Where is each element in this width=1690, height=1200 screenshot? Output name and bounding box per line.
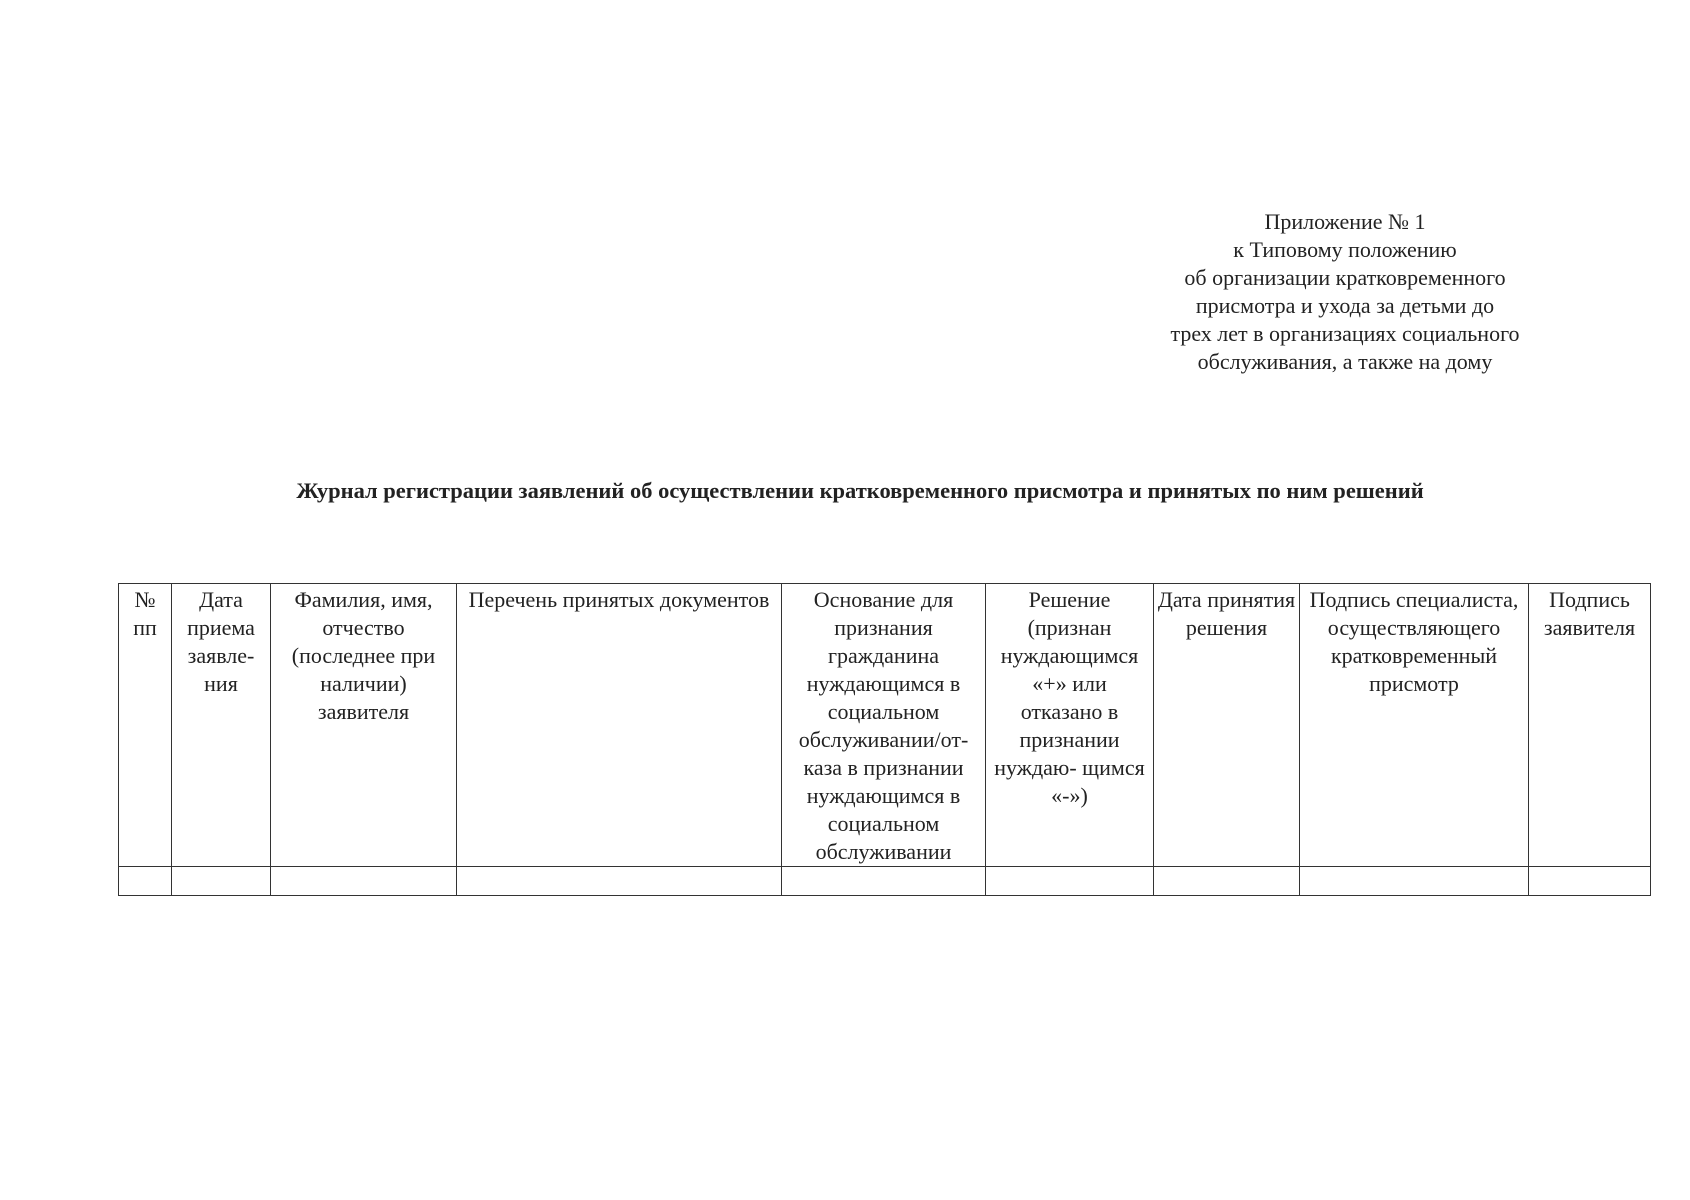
col-decision-date-header: Дата принятия решения xyxy=(1154,584,1300,867)
table-cell xyxy=(782,867,986,896)
table-cell xyxy=(271,867,457,896)
table-cell xyxy=(1529,867,1651,896)
table-cell xyxy=(119,867,172,896)
table-cell xyxy=(1154,867,1300,896)
appendix-line: об организации кратковременного xyxy=(1184,265,1506,290)
journal-table xyxy=(118,583,1651,896)
appendix-line: присмотра и ухода за детьми до xyxy=(1195,293,1495,318)
appendix-line: к Типовому положению xyxy=(1233,237,1457,262)
col-decision-header: Решение (признан нуждающимся «+» или отказано в признании нуждаю- щимся «-») xyxy=(986,584,1154,867)
table-cell xyxy=(1300,867,1529,896)
appendix-note xyxy=(1140,208,1550,376)
appendix-line: обслуживания, а также на дому xyxy=(1197,349,1493,374)
table-cell xyxy=(172,867,271,896)
appendix-line: Приложение № 1 xyxy=(1264,209,1426,234)
appendix-line: трех лет в организациях социального xyxy=(1170,321,1520,346)
col-specialist-signature-header: Подпись специалиста, осуществляющего кратковременный присмотр xyxy=(1300,584,1529,867)
header-row xyxy=(119,584,1651,867)
table-cell xyxy=(986,867,1154,896)
col-application-date-header: Дата приема заявления xyxy=(172,584,271,867)
col-number-header: № пп xyxy=(119,584,172,867)
col-documents-header: Перечень принятых документов xyxy=(457,584,782,867)
col-applicant-signature-header: Подпись заявителя xyxy=(1529,584,1651,867)
journal-title: Журнал регистрации заявлений об осуществлении кратковременного присмотра и принятых по ним решений xyxy=(296,478,1424,503)
col-grounds-header: Основание для признания гражданина нуждающимся в социальном обслуживании/отказа в признании нуждающимся в социальном обслуживании xyxy=(782,584,986,867)
table-row xyxy=(119,867,1651,896)
col-applicant-name-header: Фамилия, имя, отчество (последнее при наличии) заявителя xyxy=(271,584,457,867)
table-cell xyxy=(457,867,782,896)
